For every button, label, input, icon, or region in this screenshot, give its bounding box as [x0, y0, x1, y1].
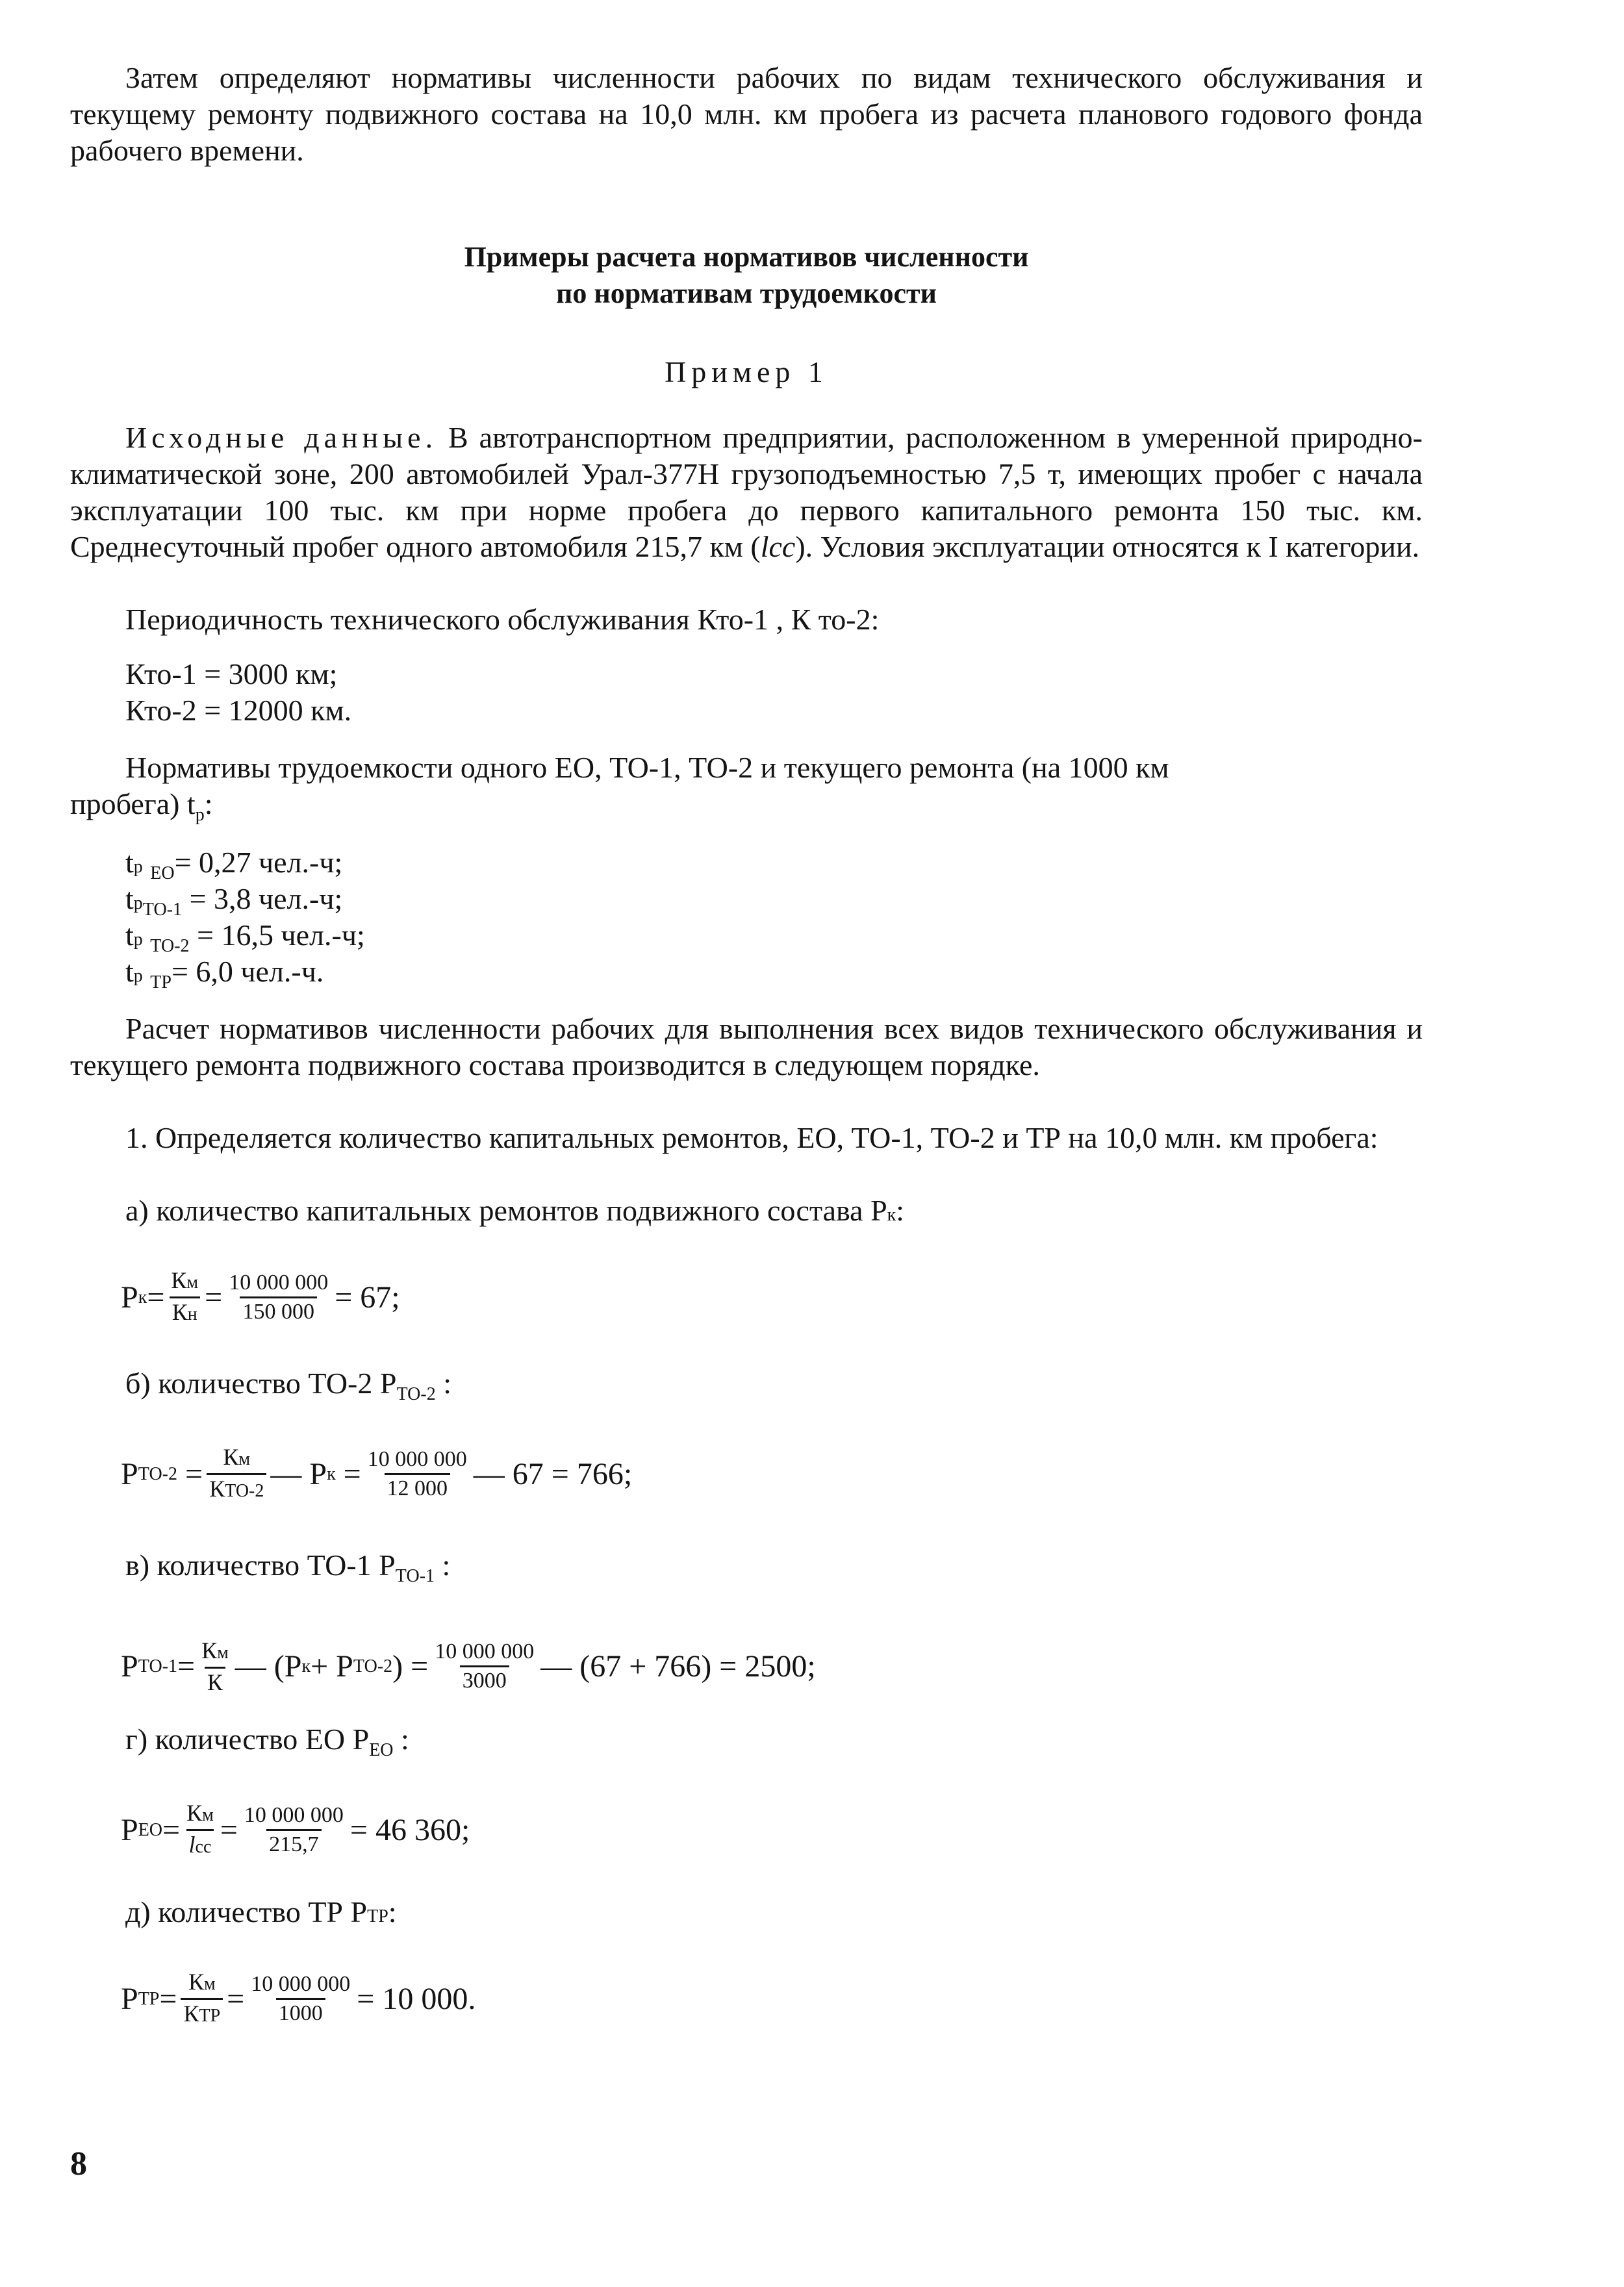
intro-paragraph: Затем определяют нормативы численности рабочих по видам технического обслуживания и текущему ремонту подвижного состава на 10,0 млн. км пробега из расчета планового годового фонда рабочего времени. [70, 61, 1423, 167]
norm-to2: tр $_{ТО-2}$ = 16,5 чел.-ч; [125, 918, 365, 956]
fraction-values: $\frac{10 000 000}{3000}$ [432, 1638, 537, 1695]
fraction-values: $\frac{10 000 000}{215,7}$ [242, 1802, 346, 1858]
calc-intro-paragraph: Расчет нормативов численности рабочих для выполнения всех видов технического обслуживания и текущего ремонта подвижного состава производится в следующем порядке. [70, 1012, 1423, 1081]
formula-capital-repairs: Р к = $\frac{Км}{Кн}$ = $\frac{10 000 000}{150 000}$ = 67; [121, 1267, 400, 1328]
fraction-km-lcc: $\frac{Км}{\text{lсс}}$ [184, 1799, 216, 1861]
item-e-label: д) количество ТР РТР: [125, 1895, 397, 1928]
norm-to1: $tр_{ТО-1} = 3,8$ чел.-ч; [125, 882, 343, 920]
fraction-values: $\frac{10 000 000}{12 000}$ [365, 1446, 470, 1502]
norms-intro-line2: пробега) $t_р$: [70, 787, 213, 825]
formula-eo: Р ЕО = $\frac{Км}{\text{lсс}}$ = $\frac{10 000 000}{215,7}$ = 46 360; [121, 1799, 470, 1861]
item-c-label: в) количество ТО-1 $Р_{ТО-1}$ : [125, 1548, 451, 1586]
fraction-values: $\frac{10 000 000}{150 000}$ [226, 1269, 331, 1326]
lcc-symbol: lсс [760, 530, 796, 563]
source-data-paragraph [70, 420, 1423, 565]
source-data-label: Исходные данные. [125, 421, 438, 454]
fraction-km-kto2: $\frac{Км}{\text{КТО-2}}$ [207, 1443, 266, 1505]
formula-tr: Р ТР = $\frac{Км}{\text{КТР}}$ = $\frac{10 000 000}{1000}$ = 10 000. [121, 1968, 476, 2030]
norm-eo: tр $_{ЕО}$= 0,27 чел.-ч; [125, 846, 343, 883]
norm-tr: tр $_{ТР}$= 6,0 чел.-ч. [125, 955, 324, 992]
fraction-km-k: $\frac{Км}{К}$ [201, 1637, 229, 1695]
periodicity-intro: Периодичность технического обслуживания Кто-1 , К то-2: [125, 603, 880, 636]
source-data-text: В автотранспортном предприятии, расположенном в умеренной природно-климатической зоне, 200 автомобилей Урал-377Н грузоподъемностью 7,5 т, имеющих пробег с начала эксплуатации 100 тыс. км при норме пробега до первого капитального ремонта 150 тыс. км. Среднесуточный пробег одного автомобиля 215,7 км ( [70, 421, 1423, 563]
page-number: 8 [70, 2145, 87, 2182]
periodicity-k1: Кто-1 = 3000 км; [125, 657, 338, 690]
example-title: Пример 1 [665, 355, 828, 388]
item-b-label: б) количество ТО-2 $Р_{ТО-2}$ : [125, 1367, 451, 1404]
section-heading-line1: Примеры расчета нормативов численности [464, 241, 1029, 273]
formula-to2: Р ТО-2 = $\frac{Км}{\text{КТО-2}}$ — Р к = $\frac{10 000 000}{12 000}$ — 67 = 766; [121, 1443, 632, 1505]
item-d-label: г) количество ЕО $Р_{ЕО}$ : [125, 1723, 409, 1760]
item-a-label: а) количество капитальных ремонтов подвижного состава Рк: [125, 1194, 905, 1227]
norms-intro-line1: Нормативы трудоемкости одного ЕО, ТО-1, ТО-2 и текущего ремонта (на 1000 км [125, 751, 1169, 784]
periodicity-k2: Кто-2 = 12000 км. [125, 694, 352, 727]
source-data-text-end: ). Условия эксплуатации относятся к I категории. [795, 530, 1420, 563]
fraction-km-ktr: $\frac{Км}{\text{КТР}}$ [181, 1968, 223, 2030]
step-1-paragraph: 1. Определяется количество капитальных ремонтов, ЕО, ТО-1, ТО-2 и ТР на 10,0 млн. км пробега: [125, 1121, 1378, 1154]
fraction-km-kn: $\frac{Км}{Кн}$ [168, 1267, 201, 1328]
section-heading-line2: по нормативам трудоемкости [555, 277, 937, 309]
formula-to1: Р ТО-1 = $\frac{Км}{К}$ — (Р к + Р ТО-2 ) = $\frac{10 000 000}{3000}$ — (67 + 766) = 2500; [121, 1637, 816, 1695]
fraction-values: $\frac{10 000 000}{1000}$ [248, 1971, 353, 2027]
